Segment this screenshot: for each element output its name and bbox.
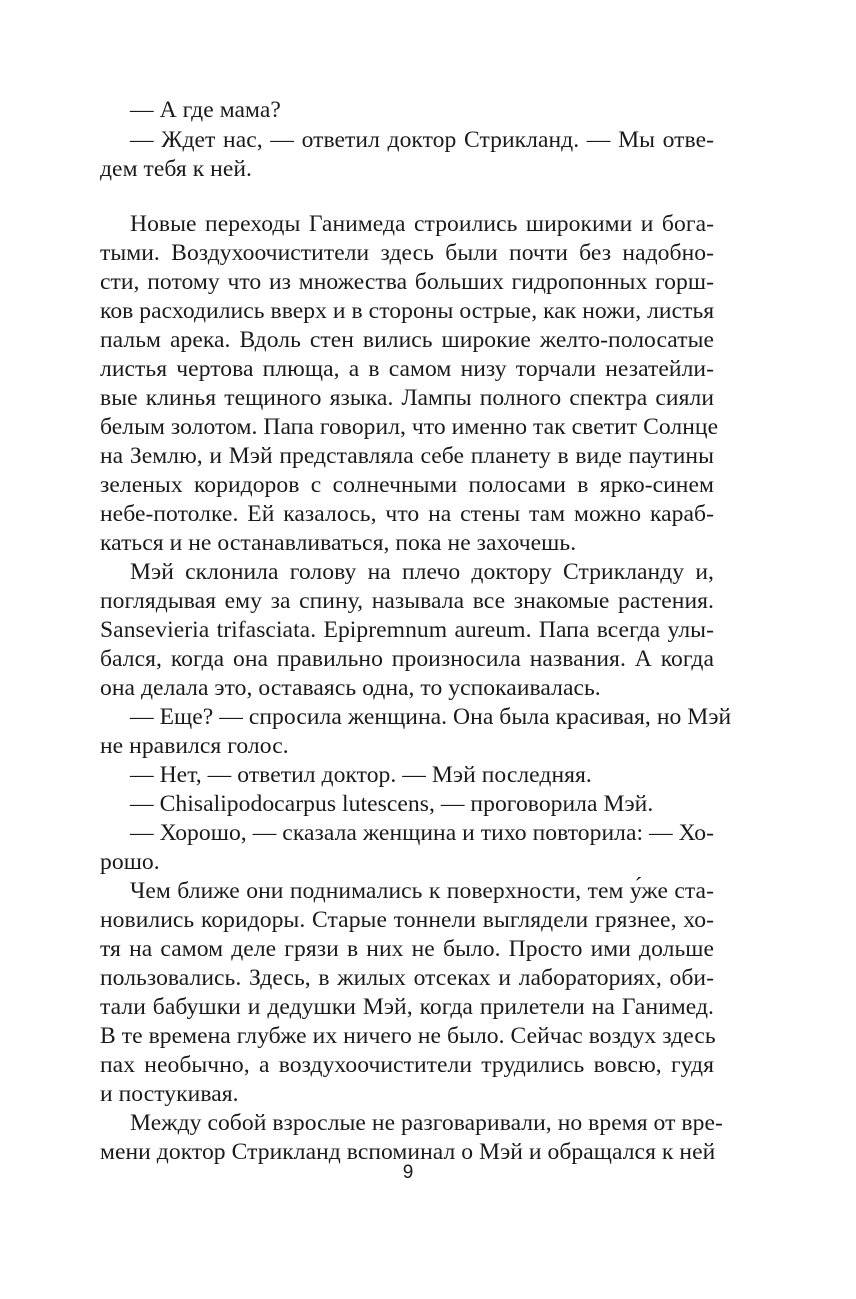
text-line: поглядывая ему за спину, называла все знакомые растения. — [100, 588, 714, 614]
text-line: дем тебя к ней. — [100, 156, 252, 182]
text-line: — Хорошо, — сказала женщина и тихо повторила: — Хо- — [130, 820, 714, 846]
text-line: небе-потолке. Ей казалось, что на стены там можно караб- — [100, 501, 714, 527]
text-line: не нравился голос. — [100, 733, 289, 759]
text-line: вые клинья тещиного языка. Лампы полного спектра сияли — [100, 385, 714, 411]
text-line: тали бабушки и дедушки Мэй, когда прилетели на Ганимед. — [100, 994, 714, 1020]
text-line: — А где мама? — [130, 97, 281, 123]
text-line: — Нет, — ответил доктор. — Мэй последняя. — [130, 762, 592, 788]
text-line: — Chisalipodocarpus lutescens, — проговорила Мэй. — [130, 791, 654, 817]
text-line: каться и не останавливаться, пока не захочешь. — [100, 530, 577, 556]
text-line: тыми. Воздухоочистители здесь были почти без надобно- — [100, 240, 714, 266]
text-line: на Землю, и Мэй представляла себе планету в виде паутины — [100, 443, 714, 469]
text-line: Чем ближе они поднимались к поверхности, тем у́же ста- — [130, 878, 714, 904]
text-line: пах необычно, а воздухоочистители трудились вовсю, гудя — [100, 1052, 714, 1078]
text-line: — Еще? — спросила женщина. Она была красивая, но Мэй — [130, 704, 732, 730]
text-line: зеленых коридоров с солнечными полосами в ярко-синем — [100, 472, 714, 498]
text-line: она делала это, оставаясь одна, то успокаивалась. — [100, 675, 601, 701]
text-line: Sansevieria trifasciata. Epipremnum aureum. Папа всегда улы- — [100, 617, 714, 643]
text-line: пользовались. Здесь, в жилых отсеках и лабораториях, оби- — [100, 965, 714, 991]
text-line: и постукивая. — [100, 1081, 239, 1107]
text-line: Мэй склонила голову на плечо доктору Стрикланду и, — [130, 559, 714, 585]
text-line: В те времена глубже их ничего не было. Сейчас воздух здесь — [100, 1023, 716, 1049]
text-line: Новые переходы Ганимеда строились широкими и бога- — [130, 211, 714, 237]
text-line: тя на самом деле грязи в них не было. Просто ими дольше — [100, 936, 714, 962]
text-line: пальм арека. Вдоль стен вились широкие желто-полосатые — [100, 327, 714, 353]
text-line: рошо. — [100, 849, 160, 875]
text-line: бался, когда она правильно произносила названия. А когда — [100, 646, 714, 672]
text-line: — Ждет нас, — ответил доктор Стрикланд. — Мы отве- — [130, 127, 714, 153]
text-line: листья чертова плюща, а в самом низу торчали незатейли- — [100, 356, 714, 382]
text-line: сти, потому что из множества больших гидропонных горш- — [100, 269, 714, 295]
page-number: 9 — [402, 1162, 414, 1183]
text-line: Между собой взрослые не разговаривали, но время от вре- — [130, 1110, 723, 1136]
text-line: белым золотом. Папа говорил, что именно так светит Солнце — [100, 414, 719, 440]
text-line: новились коридоры. Старые тоннели выглядели грязнее, хо- — [100, 907, 714, 933]
text-line: мени доктор Стрикланд вспоминал о Мэй и обращался к ней — [100, 1139, 716, 1165]
text-line: ков расходились вверх и в стороны острые, как ножи, листья — [100, 298, 715, 324]
